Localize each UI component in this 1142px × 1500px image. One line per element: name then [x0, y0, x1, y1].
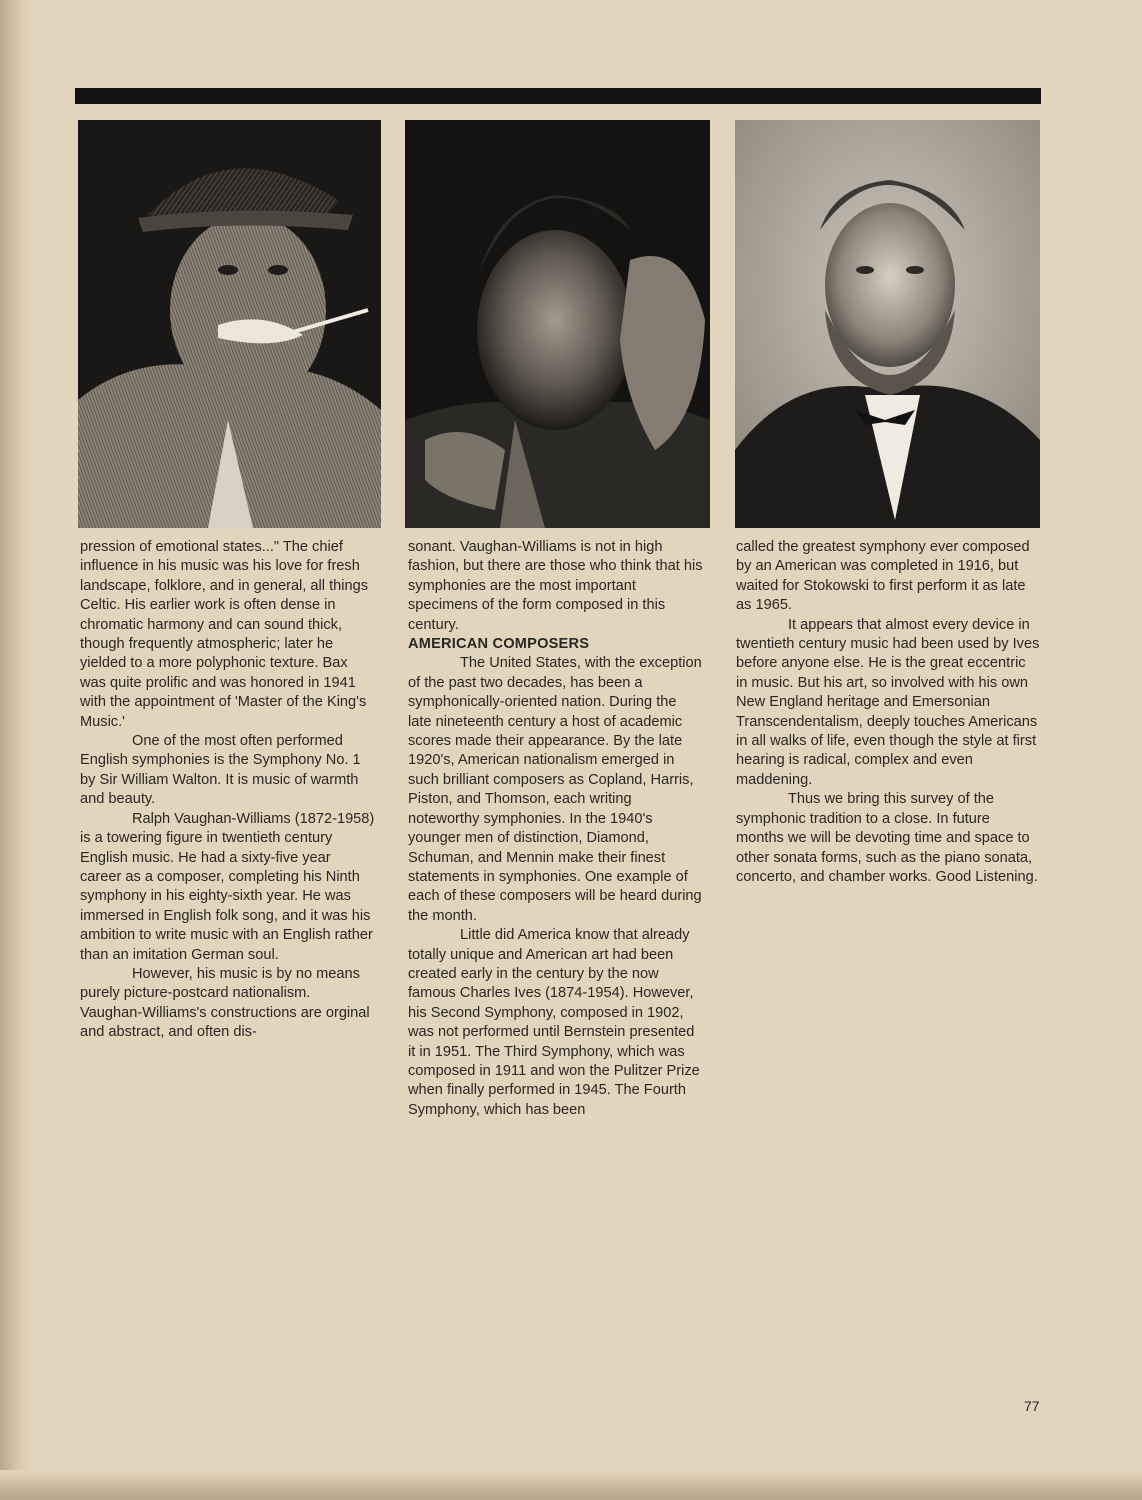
paragraph: Little did America know that already totally unique and American art had been created early in the century by the now famous Charles Ives (1874-1954). However, his Second Symphony, composed in 1902, was not performed until Bernstein presented it in 1951. The Third Symphony, which was composed in 1911 and won the Pulitzer Prize when finally performed in 1945. The Fourth Symphony, which has been [408, 927, 700, 1118]
paragraph: called the greatest symphony ever composed by an American was completed in 1916, but waited for Stokowski to first perform it as late as 1965. [736, 539, 1030, 614]
paragraph: sonant. Vaughan-Williams is not in high fashion, but there are those who think that his symphonies are the most important specimens of the form composed in this century. [408, 539, 703, 633]
page-bottom-shadow [0, 1470, 1142, 1500]
paragraph: The United States, with the exception of the past two decades, has been a symphonically-oriented nation. During the late nineteenth century a host of academic scores made their appearance. By the late 1920's, American nationalism emerged in such brilliant composers as Copland, Harris, Piston, and Thomson, each writing noteworthy symphonies. In the 1940's younger men of distinction, Diamond, Schuman, and Mennin make their finest statements in symphonies. One example of each of these composers will be heard during the month. [408, 655, 702, 924]
paragraph: pression of emotional states..." The chief influence in his music was his love for fresh landscape, folklore, and in general, all things Celtic. His earlier work is often dense in chromatic harmony and can sound thick, though frequently atmospheric; later he yielded to a more polyphonic texture. Bax was quite prolific and was honored in 1941 with the appointment of 'Master of the King's Music.' [80, 539, 369, 730]
article-column-2 [408, 538, 704, 1120]
paragraph: It appears that almost every device in twentieth century music had been used by Ives before anyone else. He is the great eccentric in music. But his art, so involved with his own New England heritage and Emersonian Transcendentalism, deeply touches Americans in all walks of life, even though the style at first hearing is radical, complex and even maddening. [736, 616, 1040, 788]
page-number: 77 [1024, 1398, 1040, 1414]
page-binding-shadow [0, 0, 30, 1500]
section-heading: AMERICAN COMPOSERS [408, 636, 590, 653]
portrait-photo-vaughan-williams [405, 120, 710, 528]
article-column-3 [736, 538, 1040, 887]
article-column-1 [80, 538, 376, 1043]
paragraph: Ralph Vaughan-Williams (1872-1958) is a towering figure in twentieth century English music. He had a sixty-five year career as a composer, completing his Ninth symphony in his eighty-sixth year. He was immersed in English folk song, and it was his ambition to write music with an English rather than an imitation German soul. [80, 810, 375, 963]
paragraph: However, his music is by no means purely picture-postcard nationalism. Vaughan-Williams's constructions are orginal and abstract, and often dis- [80, 965, 370, 1041]
portrait-engraving-composer-with-cap [78, 120, 381, 528]
paragraph: One of the most often performed English symphonies is the Symphony No. 1 by Sir William Walton. It is music of warmth and beauty. [80, 733, 361, 808]
portrait-photo-bearded-composer [735, 120, 1040, 528]
paragraph: Thus we bring this survey of the symphonic tradition to a close. In future months we will be devoting time and space to other sonata forms, such as the piano sonata, concerto, and chamber works. Good Listening. [736, 791, 1038, 885]
header-rule [75, 88, 1041, 104]
